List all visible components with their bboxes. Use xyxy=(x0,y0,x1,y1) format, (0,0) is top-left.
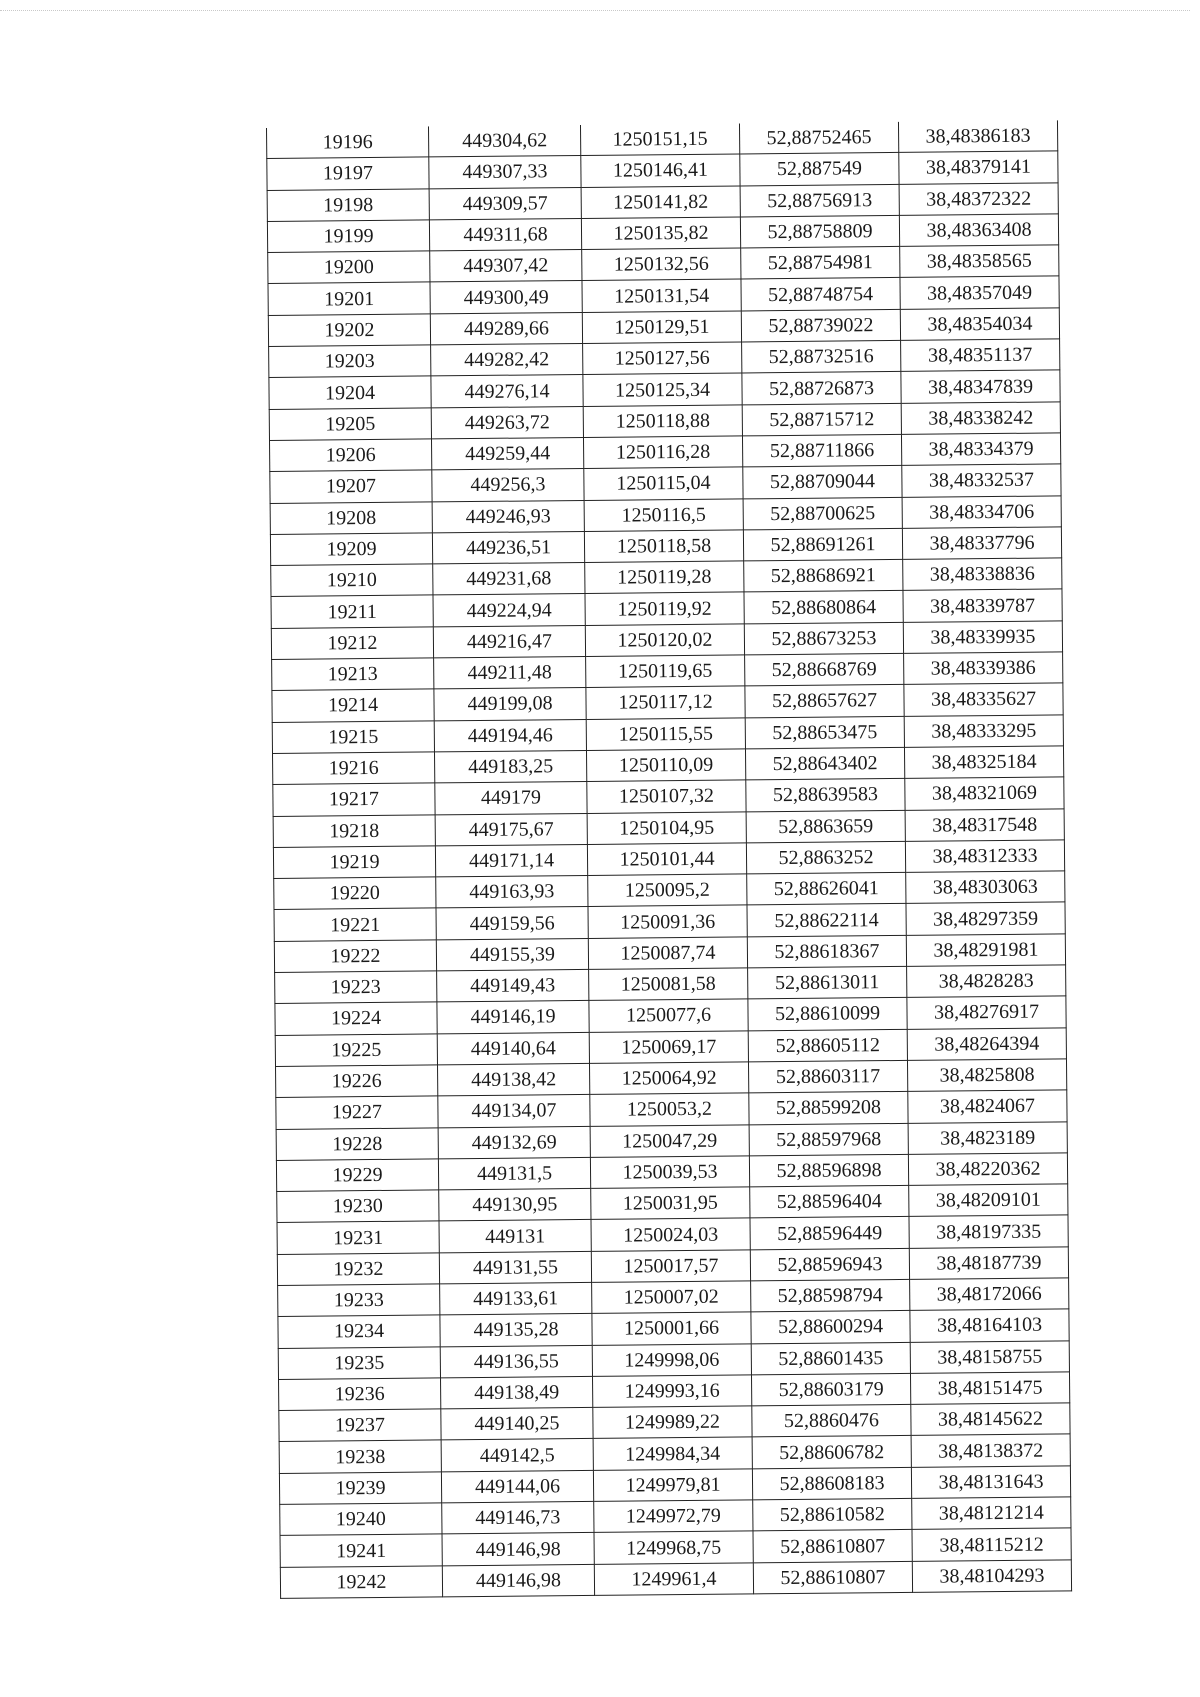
latitude-cell: 52,88754981 xyxy=(741,247,900,280)
y-coordinate-cell: 1249961,4 xyxy=(594,1563,753,1596)
latitude-cell: 52,88639583 xyxy=(746,779,905,812)
latitude-cell: 52,88622114 xyxy=(747,904,906,937)
latitude-cell: 52,88598794 xyxy=(751,1279,910,1312)
point-number-cell: 19231 xyxy=(277,1221,439,1254)
longitude-cell: 38,48334706 xyxy=(902,495,1061,528)
point-number-cell: 19228 xyxy=(276,1127,438,1160)
table-row xyxy=(280,1559,1071,1598)
x-coordinate-cell: 449289,66 xyxy=(430,312,582,345)
x-coordinate-cell: 449140,64 xyxy=(437,1032,589,1065)
latitude-cell: 52,88626041 xyxy=(747,873,906,906)
point-number-cell: 19232 xyxy=(277,1253,439,1286)
latitude-cell: 52,88618367 xyxy=(747,935,906,968)
latitude-cell: 52,88606782 xyxy=(752,1436,911,1469)
x-coordinate-cell: 449211,48 xyxy=(434,657,586,690)
longitude-cell: 38,48335627 xyxy=(904,683,1063,716)
latitude-cell: 52,8863659 xyxy=(746,810,905,843)
x-coordinate-cell: 449146,98 xyxy=(442,1533,594,1566)
y-coordinate-cell: 1250104,95 xyxy=(587,811,746,844)
x-coordinate-cell: 449179 xyxy=(435,782,587,815)
y-coordinate-cell: 1250119,65 xyxy=(586,655,745,688)
longitude-cell: 38,48372322 xyxy=(899,182,1058,215)
x-coordinate-cell: 449132,69 xyxy=(438,1126,590,1159)
latitude-cell: 52,88752465 xyxy=(739,122,898,154)
longitude-cell: 38,48172066 xyxy=(910,1278,1069,1311)
longitude-cell: 38,48337796 xyxy=(902,527,1061,560)
longitude-cell: 38,48321069 xyxy=(905,777,1064,810)
point-number-cell: 19224 xyxy=(275,1002,437,1035)
latitude-cell: 52,88680864 xyxy=(744,591,903,624)
y-coordinate-cell: 1250069,17 xyxy=(589,1031,748,1064)
y-coordinate-cell: 1250047,29 xyxy=(590,1124,749,1157)
latitude-cell: 52,88597968 xyxy=(749,1123,908,1156)
y-coordinate-cell: 1250135,82 xyxy=(581,217,740,250)
x-coordinate-cell: 449159,56 xyxy=(436,907,588,940)
y-coordinate-cell: 1249984,34 xyxy=(593,1437,752,1470)
point-number-cell: 19210 xyxy=(271,564,433,597)
x-coordinate-cell: 449171,14 xyxy=(435,844,587,877)
y-coordinate-cell: 1250031,95 xyxy=(591,1187,750,1220)
longitude-cell: 38,48115212 xyxy=(912,1528,1071,1561)
point-number-cell: 19241 xyxy=(280,1534,442,1567)
latitude-cell: 52,88657627 xyxy=(745,685,904,718)
y-coordinate-cell: 1250077,6 xyxy=(589,999,748,1032)
point-number-cell: 19218 xyxy=(273,814,435,847)
longitude-cell: 38,48386183 xyxy=(898,120,1057,152)
latitude-cell: 52,88756913 xyxy=(740,184,899,217)
y-coordinate-cell: 1250146,41 xyxy=(581,154,740,187)
x-coordinate-cell: 449131 xyxy=(439,1220,591,1253)
y-coordinate-cell: 1250116,28 xyxy=(583,436,742,469)
point-number-cell: 19223 xyxy=(275,971,437,1004)
x-coordinate-cell: 449282,42 xyxy=(431,344,583,377)
y-coordinate-cell: 1250115,04 xyxy=(584,467,743,500)
latitude-cell: 52,88599208 xyxy=(749,1092,908,1125)
x-coordinate-cell: 449163,93 xyxy=(436,876,588,909)
x-coordinate-cell: 449216,47 xyxy=(433,625,585,658)
y-coordinate-cell: 1249979,81 xyxy=(593,1469,752,1502)
latitude-cell: 52,88709044 xyxy=(743,466,902,499)
point-number-cell: 19209 xyxy=(270,533,432,566)
longitude-cell: 38,48363408 xyxy=(899,214,1058,247)
point-number-cell: 19238 xyxy=(279,1440,441,1473)
latitude-cell: 52,88596404 xyxy=(750,1185,909,1218)
x-coordinate-cell: 449146,19 xyxy=(437,1001,589,1034)
point-number-cell: 19212 xyxy=(271,627,433,660)
longitude-cell: 38,48332537 xyxy=(902,464,1061,497)
y-coordinate-cell: 1250132,56 xyxy=(582,248,741,281)
y-coordinate-cell: 1250001,66 xyxy=(592,1312,751,1345)
point-number-cell: 19197 xyxy=(267,157,429,190)
point-number-cell: 19216 xyxy=(273,752,435,785)
point-number-cell: 19239 xyxy=(279,1472,441,1505)
x-coordinate-cell: 449300,49 xyxy=(430,281,582,314)
point-number-cell: 19211 xyxy=(271,595,433,628)
longitude-cell: 38,48351137 xyxy=(901,339,1060,372)
point-number-cell: 19196 xyxy=(266,126,428,158)
latitude-cell: 52,88643402 xyxy=(745,747,904,780)
point-number-cell: 19242 xyxy=(280,1566,442,1599)
longitude-cell: 38,4828283 xyxy=(907,965,1066,998)
y-coordinate-cell: 1250007,02 xyxy=(592,1281,751,1314)
x-coordinate-cell: 449138,42 xyxy=(438,1063,590,1096)
latitude-cell: 52,88600294 xyxy=(751,1311,910,1344)
longitude-cell: 38,48158755 xyxy=(910,1340,1069,1373)
point-number-cell: 19226 xyxy=(276,1065,438,1098)
point-number-cell: 19208 xyxy=(270,501,432,534)
y-coordinate-cell: 1250107,32 xyxy=(587,780,746,813)
y-coordinate-cell: 1249968,75 xyxy=(594,1531,753,1564)
longitude-cell: 38,4824067 xyxy=(908,1090,1067,1123)
point-number-cell: 19205 xyxy=(269,408,431,441)
longitude-cell: 38,48209101 xyxy=(909,1184,1068,1217)
point-number-cell: 19235 xyxy=(278,1346,440,1379)
latitude-cell: 52,88608183 xyxy=(752,1467,911,1500)
point-number-cell: 19214 xyxy=(272,689,434,722)
x-coordinate-cell: 449236,51 xyxy=(432,531,584,564)
latitude-cell: 52,88596943 xyxy=(750,1248,909,1281)
longitude-cell: 38,48276917 xyxy=(907,996,1066,1029)
longitude-cell: 38,48312333 xyxy=(905,840,1064,873)
latitude-cell: 52,88711866 xyxy=(742,434,901,467)
y-coordinate-cell: 1250129,51 xyxy=(582,311,741,344)
latitude-cell: 52,88726873 xyxy=(742,372,901,405)
longitude-cell: 38,48334379 xyxy=(901,433,1060,466)
y-coordinate-cell: 1250125,34 xyxy=(583,373,742,406)
point-number-cell: 19225 xyxy=(275,1034,437,1067)
x-coordinate-cell: 449259,44 xyxy=(431,437,583,470)
y-coordinate-cell: 1250118,58 xyxy=(584,530,743,563)
point-number-cell: 19227 xyxy=(276,1096,438,1129)
latitude-cell: 52,887549 xyxy=(740,153,899,186)
longitude-cell: 38,4823189 xyxy=(908,1121,1067,1154)
latitude-cell: 52,88732516 xyxy=(742,340,901,373)
y-coordinate-cell: 1250127,56 xyxy=(583,342,742,375)
y-coordinate-cell: 1250091,36 xyxy=(588,905,747,938)
x-coordinate-cell: 449149,43 xyxy=(437,969,589,1002)
point-number-cell: 19202 xyxy=(268,314,430,347)
point-number-cell: 19215 xyxy=(272,721,434,754)
coordinates-table-body xyxy=(266,120,1071,1598)
y-coordinate-cell: 1250087,74 xyxy=(588,937,747,970)
point-number-cell: 19220 xyxy=(274,877,436,910)
latitude-cell: 52,88653475 xyxy=(745,716,904,749)
y-coordinate-cell: 1250116,5 xyxy=(584,499,743,532)
x-coordinate-cell: 449256,3 xyxy=(432,469,584,502)
longitude-cell: 38,48338242 xyxy=(901,402,1060,435)
longitude-cell: 38,48325184 xyxy=(904,746,1063,779)
x-coordinate-cell: 449140,25 xyxy=(441,1408,593,1441)
x-coordinate-cell: 449307,33 xyxy=(429,156,581,189)
y-coordinate-cell: 1250095,2 xyxy=(588,874,747,907)
longitude-cell: 38,48339386 xyxy=(904,652,1063,685)
x-coordinate-cell: 449304,62 xyxy=(428,125,580,157)
longitude-cell: 38,48338836 xyxy=(903,558,1062,591)
x-coordinate-cell: 449307,42 xyxy=(430,250,582,283)
point-number-cell: 19221 xyxy=(274,908,436,941)
y-coordinate-cell: 1250141,82 xyxy=(581,186,740,219)
longitude-cell: 38,48220362 xyxy=(908,1153,1067,1186)
latitude-cell: 52,88748754 xyxy=(741,278,900,311)
y-coordinate-cell: 1249972,79 xyxy=(594,1500,753,1533)
longitude-cell: 38,48357049 xyxy=(900,276,1059,309)
y-coordinate-cell: 1250120,02 xyxy=(585,624,744,657)
x-coordinate-cell: 449138,49 xyxy=(441,1376,593,1409)
point-number-cell: 19236 xyxy=(279,1378,441,1411)
x-coordinate-cell: 449135,28 xyxy=(440,1314,592,1347)
latitude-cell: 52,88605112 xyxy=(748,1029,907,1062)
longitude-cell: 38,48264394 xyxy=(907,1027,1066,1060)
y-coordinate-cell: 1250110,09 xyxy=(586,749,745,782)
x-coordinate-cell: 449199,08 xyxy=(434,688,586,721)
y-coordinate-cell: 1250064,92 xyxy=(589,1062,748,1095)
latitude-cell: 52,88610807 xyxy=(753,1561,912,1594)
latitude-cell: 52,88596449 xyxy=(750,1217,909,1250)
longitude-cell: 38,48379141 xyxy=(899,151,1058,184)
latitude-cell: 52,88691261 xyxy=(743,528,902,561)
y-coordinate-cell: 1249993,16 xyxy=(592,1375,751,1408)
point-number-cell: 19207 xyxy=(270,470,432,503)
x-coordinate-cell: 449130,95 xyxy=(439,1189,591,1222)
longitude-cell: 38,48145622 xyxy=(911,1403,1070,1436)
x-coordinate-cell: 449146,73 xyxy=(442,1501,594,1534)
longitude-cell: 38,48197335 xyxy=(909,1215,1068,1248)
longitude-cell: 38,48339787 xyxy=(903,589,1062,622)
latitude-cell: 52,88758809 xyxy=(740,215,899,248)
point-number-cell: 19237 xyxy=(279,1409,441,1442)
x-coordinate-cell: 449194,46 xyxy=(434,719,586,752)
latitude-cell: 52,88739022 xyxy=(741,309,900,342)
x-coordinate-cell: 449263,72 xyxy=(431,406,583,439)
y-coordinate-cell: 1250115,55 xyxy=(586,718,745,751)
point-number-cell: 19233 xyxy=(278,1284,440,1317)
longitude-cell: 38,48121214 xyxy=(912,1497,1071,1530)
latitude-cell: 52,8860476 xyxy=(752,1405,911,1438)
latitude-cell: 52,88603179 xyxy=(751,1373,910,1406)
longitude-cell: 38,48354034 xyxy=(900,308,1059,341)
x-coordinate-cell: 449133,61 xyxy=(440,1282,592,1315)
longitude-cell: 38,48131643 xyxy=(911,1466,1070,1499)
y-coordinate-cell: 1250117,12 xyxy=(586,686,745,719)
y-coordinate-cell: 1250053,2 xyxy=(590,1093,749,1126)
longitude-cell: 38,48138372 xyxy=(911,1434,1070,1467)
y-coordinate-cell: 1250118,88 xyxy=(583,405,742,438)
point-number-cell: 19206 xyxy=(269,439,431,472)
y-coordinate-cell: 1250119,92 xyxy=(585,592,744,625)
x-coordinate-cell: 449131,5 xyxy=(438,1157,590,1190)
x-coordinate-cell: 449146,98 xyxy=(442,1564,594,1597)
latitude-cell: 52,88596898 xyxy=(749,1154,908,1187)
longitude-cell: 38,4825808 xyxy=(907,1059,1066,1092)
y-coordinate-cell: 1250119,28 xyxy=(585,561,744,594)
longitude-cell: 38,48303063 xyxy=(906,871,1065,904)
latitude-cell: 52,88601435 xyxy=(751,1342,910,1375)
latitude-cell: 52,88603117 xyxy=(748,1060,907,1093)
point-number-cell: 19234 xyxy=(278,1315,440,1348)
x-coordinate-cell: 449136,55 xyxy=(440,1345,592,1378)
x-coordinate-cell: 449309,57 xyxy=(429,187,581,220)
point-number-cell: 19204 xyxy=(269,376,431,409)
x-coordinate-cell: 449231,68 xyxy=(433,563,585,596)
x-coordinate-cell: 449276,14 xyxy=(431,375,583,408)
latitude-cell: 52,88700625 xyxy=(743,497,902,530)
latitude-cell: 52,88668769 xyxy=(745,653,904,686)
latitude-cell: 52,88613011 xyxy=(748,966,907,999)
y-coordinate-cell: 1249989,22 xyxy=(593,1406,752,1439)
x-coordinate-cell: 449142,5 xyxy=(441,1439,593,1472)
latitude-cell: 52,88610099 xyxy=(748,998,907,1031)
latitude-cell: 52,8863252 xyxy=(746,841,905,874)
y-coordinate-cell: 1250151,15 xyxy=(580,123,739,155)
x-coordinate-cell: 449155,39 xyxy=(436,938,588,971)
y-coordinate-cell: 1249998,06 xyxy=(592,1343,751,1376)
point-number-cell: 19230 xyxy=(277,1190,439,1223)
y-coordinate-cell: 1250131,54 xyxy=(582,279,741,312)
point-number-cell: 19222 xyxy=(274,940,436,973)
point-number-cell: 19198 xyxy=(267,189,429,222)
x-coordinate-cell: 449183,25 xyxy=(434,750,586,783)
point-number-cell: 19217 xyxy=(273,783,435,816)
longitude-cell: 38,48151475 xyxy=(910,1372,1069,1405)
point-number-cell: 19200 xyxy=(268,251,430,284)
latitude-cell: 52,88610582 xyxy=(753,1498,912,1531)
latitude-cell: 52,88610807 xyxy=(753,1530,912,1563)
latitude-cell: 52,88673253 xyxy=(744,622,903,655)
latitude-cell: 52,88686921 xyxy=(744,560,903,593)
longitude-cell: 38,48297359 xyxy=(906,902,1065,935)
longitude-cell: 38,48291981 xyxy=(906,934,1065,967)
point-number-cell: 19240 xyxy=(280,1503,442,1536)
point-number-cell: 19203 xyxy=(269,345,431,378)
longitude-cell: 38,48317548 xyxy=(905,808,1064,841)
y-coordinate-cell: 1250081,58 xyxy=(589,968,748,1001)
latitude-cell: 52,88715712 xyxy=(742,403,901,436)
longitude-cell: 38,48358565 xyxy=(900,245,1059,278)
point-number-cell: 19213 xyxy=(272,658,434,691)
point-number-cell: 19229 xyxy=(276,1159,438,1192)
point-number-cell: 19201 xyxy=(268,282,430,315)
longitude-cell: 38,48333295 xyxy=(904,715,1063,748)
x-coordinate-cell: 449144,06 xyxy=(441,1470,593,1503)
longitude-cell: 38,48187739 xyxy=(909,1247,1068,1280)
x-coordinate-cell: 449134,07 xyxy=(438,1095,590,1128)
x-coordinate-cell: 449131,55 xyxy=(439,1251,591,1284)
x-coordinate-cell: 449311,68 xyxy=(429,218,581,251)
point-number-cell: 19199 xyxy=(267,220,429,253)
x-coordinate-cell: 449175,67 xyxy=(435,813,587,846)
longitude-cell: 38,48104293 xyxy=(912,1559,1071,1592)
scan-edge-line xyxy=(0,10,1190,11)
y-coordinate-cell: 1250039,53 xyxy=(590,1156,749,1189)
y-coordinate-cell: 1250101,44 xyxy=(587,843,746,876)
y-coordinate-cell: 1250017,57 xyxy=(591,1250,750,1283)
longitude-cell: 38,48339935 xyxy=(903,621,1062,654)
y-coordinate-cell: 1250024,03 xyxy=(591,1218,750,1251)
longitude-cell: 38,48164103 xyxy=(910,1309,1069,1342)
point-number-cell: 19219 xyxy=(273,846,435,879)
coordinates-table xyxy=(266,120,1072,1598)
longitude-cell: 38,48347839 xyxy=(901,370,1060,403)
x-coordinate-cell: 449246,93 xyxy=(432,500,584,533)
x-coordinate-cell: 449224,94 xyxy=(433,594,585,627)
